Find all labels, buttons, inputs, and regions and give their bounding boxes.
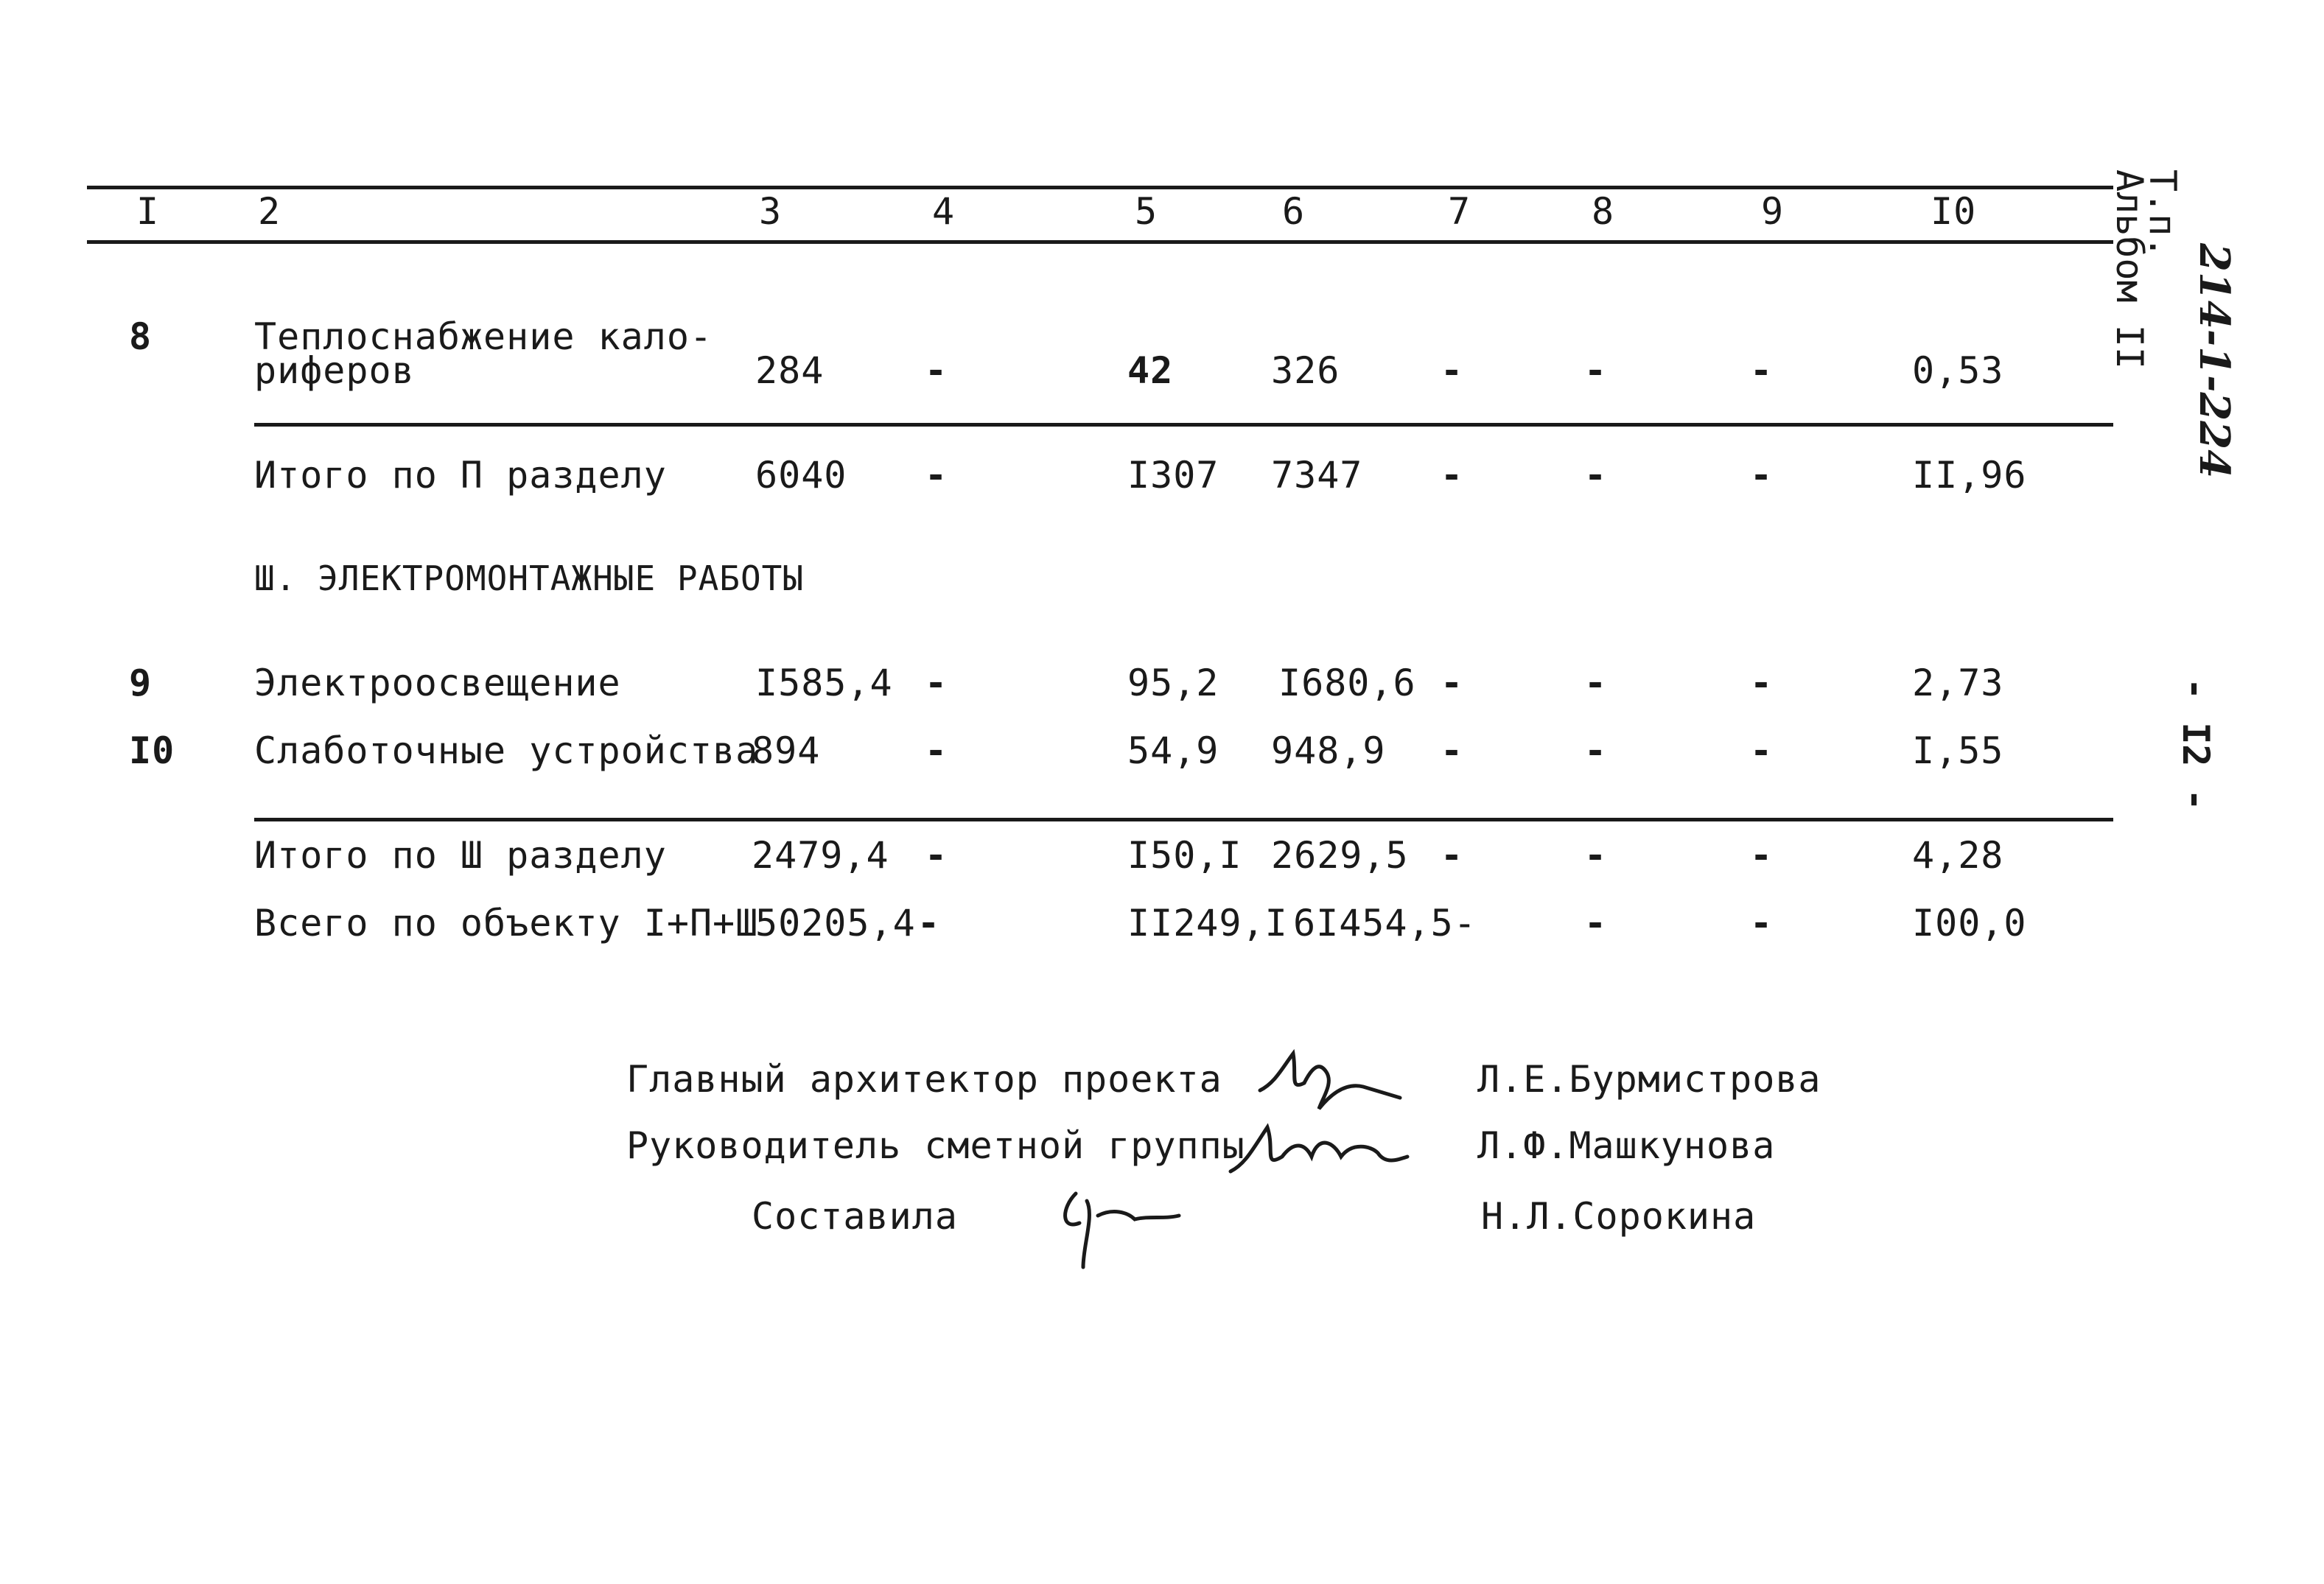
cell-col8: - [1584,902,1608,945]
handwritten-signature [1253,1039,1407,1120]
subtotal-rule [254,818,2113,821]
section-title: Ш. ЭЛЕКТРОМОНТАЖНЫЕ РАБОТЫ [254,558,805,598]
page-number: - I2 - [2174,678,2217,811]
cell-col4: - [925,662,948,704]
row-name: Всего по объекту I+П+Ш [254,902,759,945]
cell-col10: I,55 [1912,729,2004,772]
cell-col9: - [1750,729,1774,772]
cell-col8: - [1584,349,1608,392]
cell-col3: 50205,4 [755,902,916,945]
row-name-continued: риферов [254,349,415,392]
cell-col4: - [925,349,948,392]
header-bottom-rule [87,240,2113,244]
cell-col4: - [925,729,948,772]
cell-col9: - [1750,662,1774,704]
signature-role: Составила [752,1195,958,1238]
cell-col9: - [1750,349,1774,392]
row-number: 9 [129,662,153,704]
col-header-1: I [136,190,160,233]
subtotal-rule [254,423,2113,427]
cell-col7: - [1441,834,1464,877]
signature-name: Н.Л.Сорокина [1481,1195,1757,1238]
cell-col3: 6040 [755,454,847,497]
cell-col5: 95,2 [1127,662,1219,704]
col-header-7: 7 [1448,190,1471,233]
cell-col7: - [1441,349,1464,392]
cell-col9: - [1750,454,1774,497]
col-header-8: 8 [1592,190,1615,233]
project-code: 214-1-224 [2190,243,2239,479]
cell-col10: 4,28 [1912,834,2004,877]
col-header-6: 6 [1282,190,1306,233]
album-prefix: Т.п. [2141,169,2184,259]
cell-col7: - [1441,662,1464,704]
handwritten-signature [1054,1179,1186,1275]
cell-col5: II249,I [1127,902,1288,945]
cell-col4: - [925,454,948,497]
row-number: 8 [129,315,153,358]
cell-col6: 2629,5 [1271,834,1409,877]
row-name: Слаботочные устройства [254,729,759,772]
album-name: Альбом II [2108,169,2151,369]
col-header-10: I0 [1931,190,1977,233]
cell-col8: - [1584,454,1608,497]
cell-col6: 7347 [1271,454,1363,497]
cell-col6: I680,6 [1278,662,1416,704]
cell-col5: 42 [1127,349,1174,392]
cell-col3: 284 [755,349,825,392]
signature-name: Л.Ф.Машкунова [1477,1124,1776,1167]
cell-col10: I00,0 [1912,902,2027,945]
cell-col5: I50,I [1127,834,1242,877]
cell-col9: - [1750,902,1774,945]
signature-name: Л.Е.Бурмистрова [1477,1058,1821,1101]
cell-col5: I307 [1127,454,1219,497]
col-header-4: 4 [932,190,956,233]
cell-col8: - [1584,729,1608,772]
row-number: I0 [129,729,175,772]
row-name: Теплоснабжение кало- [254,315,713,358]
handwritten-signature [1223,1112,1415,1186]
cell-col3: 2479,4 [752,834,889,877]
cell-col6: 326 [1271,349,1340,392]
row-name: Итого по Ш разделу [254,834,667,877]
col-header-5: 5 [1135,190,1158,233]
cell-col8: - [1584,834,1608,877]
cell-col7: - [1441,729,1464,772]
cell-col10: 2,73 [1912,662,2004,704]
cell-col4: - [925,834,948,877]
col-header-9: 9 [1761,190,1785,233]
cell-col3: 894 [752,729,821,772]
cell-col6: 6I454,5- [1293,902,1477,945]
col-header-2: 2 [258,190,281,233]
cell-col9: - [1750,834,1774,877]
cell-col3: I585,4 [755,662,893,704]
row-name: Электроосвещение [254,662,621,704]
cell-col8: - [1584,662,1608,704]
signature-role: Главный архитектор проекта [626,1058,1222,1101]
cell-col7: - [1441,454,1464,497]
cell-col4: - [917,902,941,945]
header-top-rule [87,186,2113,189]
cell-col10: 0,53 [1912,349,2004,392]
signature-role: Руководитель сметной группы [626,1124,1245,1167]
row-name: Итого по П разделу [254,454,667,497]
col-header-3: 3 [759,190,783,233]
cell-col6: 948,9 [1271,729,1386,772]
cell-col5: 54,9 [1127,729,1219,772]
cell-col10: II,96 [1912,454,2027,497]
